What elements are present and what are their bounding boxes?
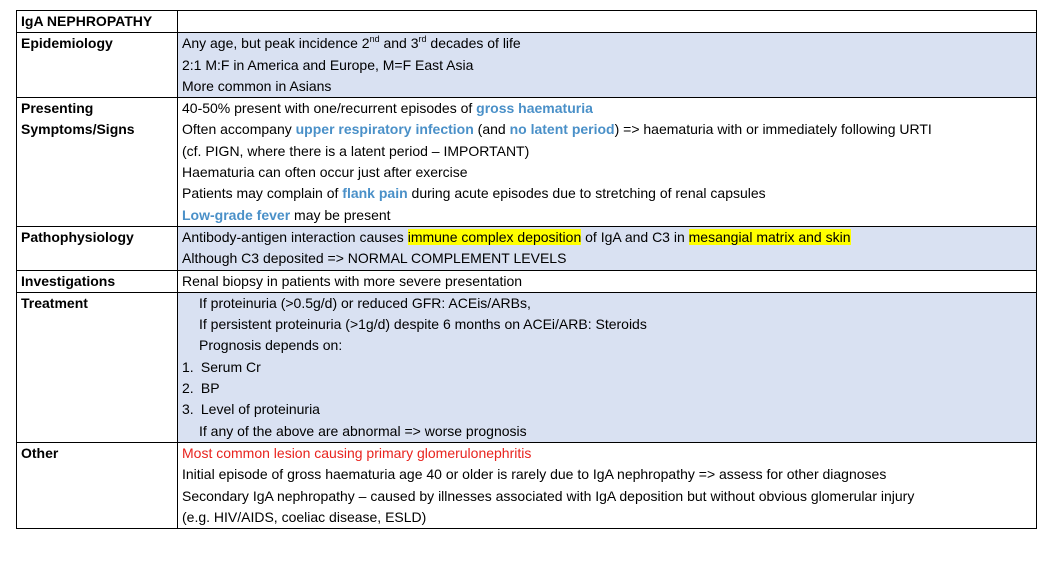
list-text: BP (200, 380, 220, 397)
presenting-row (17, 98, 1037, 227)
key-term: flank pain (342, 185, 408, 202)
presenting-content (178, 98, 1037, 227)
pathophysiology-row (17, 226, 1037, 270)
text: 40-50% present with one/recurrent episodes of (182, 100, 477, 117)
pathophysiology-line-1 (182, 227, 1032, 248)
pathophysiology-label: Pathophysiology (17, 226, 178, 270)
text: Any age, but peak incidence 2 (182, 35, 370, 52)
label-line: Symptoms/Signs (21, 121, 135, 138)
investigations-content (178, 270, 1037, 292)
list-item (182, 378, 1032, 399)
epidemiology-row (17, 33, 1037, 98)
list-text: Level of proteinuria (200, 401, 320, 418)
treatment-content (178, 292, 1037, 442)
highlighted-term: immune complex deposition (407, 228, 582, 245)
epidemiology-content (178, 33, 1037, 98)
presenting-line-3: (cf. PIGN, where there is a latent period – IMPORTANT) (182, 142, 530, 159)
presenting-line-2 (182, 119, 1032, 140)
epidemiology-line-3: More common in Asians (182, 77, 332, 94)
title-empty-cell (178, 11, 1037, 33)
other-line-2: Initial episode of gross haematuria age 40 or older is rarely due to IgA nephropathy => assess for other diagnoses (182, 466, 887, 483)
presenting-label (17, 98, 178, 227)
presenting-line-5 (182, 183, 1032, 204)
treatment-row (17, 292, 1037, 442)
investigations-line-1: Renal biopsy in patients with more severe presentation (182, 272, 523, 289)
text: decades of life (426, 35, 521, 52)
other-line-1: Most common lesion causing primary glomerulonephritis (182, 444, 532, 461)
other-content (178, 442, 1037, 528)
treatment-line-2: If persistent proteinuria (>1g/d) despite 6 months on ACEi/ARB: Steroids (199, 316, 647, 333)
ordinal-suffix: rd (418, 34, 427, 45)
key-term: no latent period (509, 121, 615, 138)
title-row (17, 11, 1037, 33)
treatment-label: Treatment (17, 292, 178, 442)
text: may be present (290, 206, 391, 223)
presenting-line-1 (182, 98, 1032, 119)
presenting-line-6 (182, 205, 1032, 226)
treatment-line-1: If proteinuria (>0.5g/d) or reduced GFR: ACEis/ARBs, (199, 294, 531, 311)
table-title: IgA NEPHROPATHY (17, 11, 178, 33)
pathophysiology-line-2: Although C3 deposited => NORMAL COMPLEMENT LEVELS (182, 250, 567, 267)
text: Antibody-antigen interaction causes (182, 228, 408, 245)
text: (and (473, 121, 510, 138)
text: Often accompany (182, 121, 296, 138)
investigations-row (17, 270, 1037, 292)
key-term: upper respiratory infection (295, 121, 474, 138)
key-term: Low-grade fever (182, 206, 291, 223)
other-line-3: Secondary IgA nephropathy – caused by illnesses associated with IgA deposition but without obvious glomerular injury (182, 487, 915, 504)
pathophysiology-content (178, 226, 1037, 270)
list-number: 2. (182, 380, 194, 397)
presenting-line-4: Haematuria can often occur just after exercise (182, 164, 468, 181)
text: during acute episodes due to stretching of renal capsules (407, 185, 766, 202)
other-line-4: (e.g. HIV/AIDS, coeliac disease, ESLD) (182, 508, 427, 525)
list-number: 3. (182, 401, 194, 418)
treatment-line-3: Prognosis depends on: (199, 337, 343, 354)
iga-nephropathy-table (16, 10, 1037, 529)
epidemiology-line-1 (182, 33, 1032, 54)
text: ) => haematuria with or immediately following URTI (614, 121, 932, 138)
epidemiology-line-2: 2:1 M:F in America and Europe, M=F East Asia (182, 56, 474, 73)
text: of IgA and C3 in (581, 228, 689, 245)
list-item (182, 399, 1032, 420)
label-line: Presenting (21, 100, 94, 117)
text: and 3 (379, 35, 419, 52)
key-term: gross haematuria (476, 100, 593, 117)
investigations-label: Investigations (17, 270, 178, 292)
list-text: Serum Cr (200, 358, 261, 375)
ordinal-suffix: nd (369, 34, 380, 45)
list-number: 1. (182, 358, 194, 375)
text: Patients may complain of (182, 185, 343, 202)
highlighted-term: mesangial matrix and skin (688, 228, 851, 245)
epidemiology-label: Epidemiology (17, 33, 178, 98)
list-item (182, 357, 1032, 378)
other-row (17, 442, 1037, 528)
other-label: Other (17, 442, 178, 528)
treatment-line-4: If any of the above are abnormal => worse prognosis (199, 422, 527, 439)
